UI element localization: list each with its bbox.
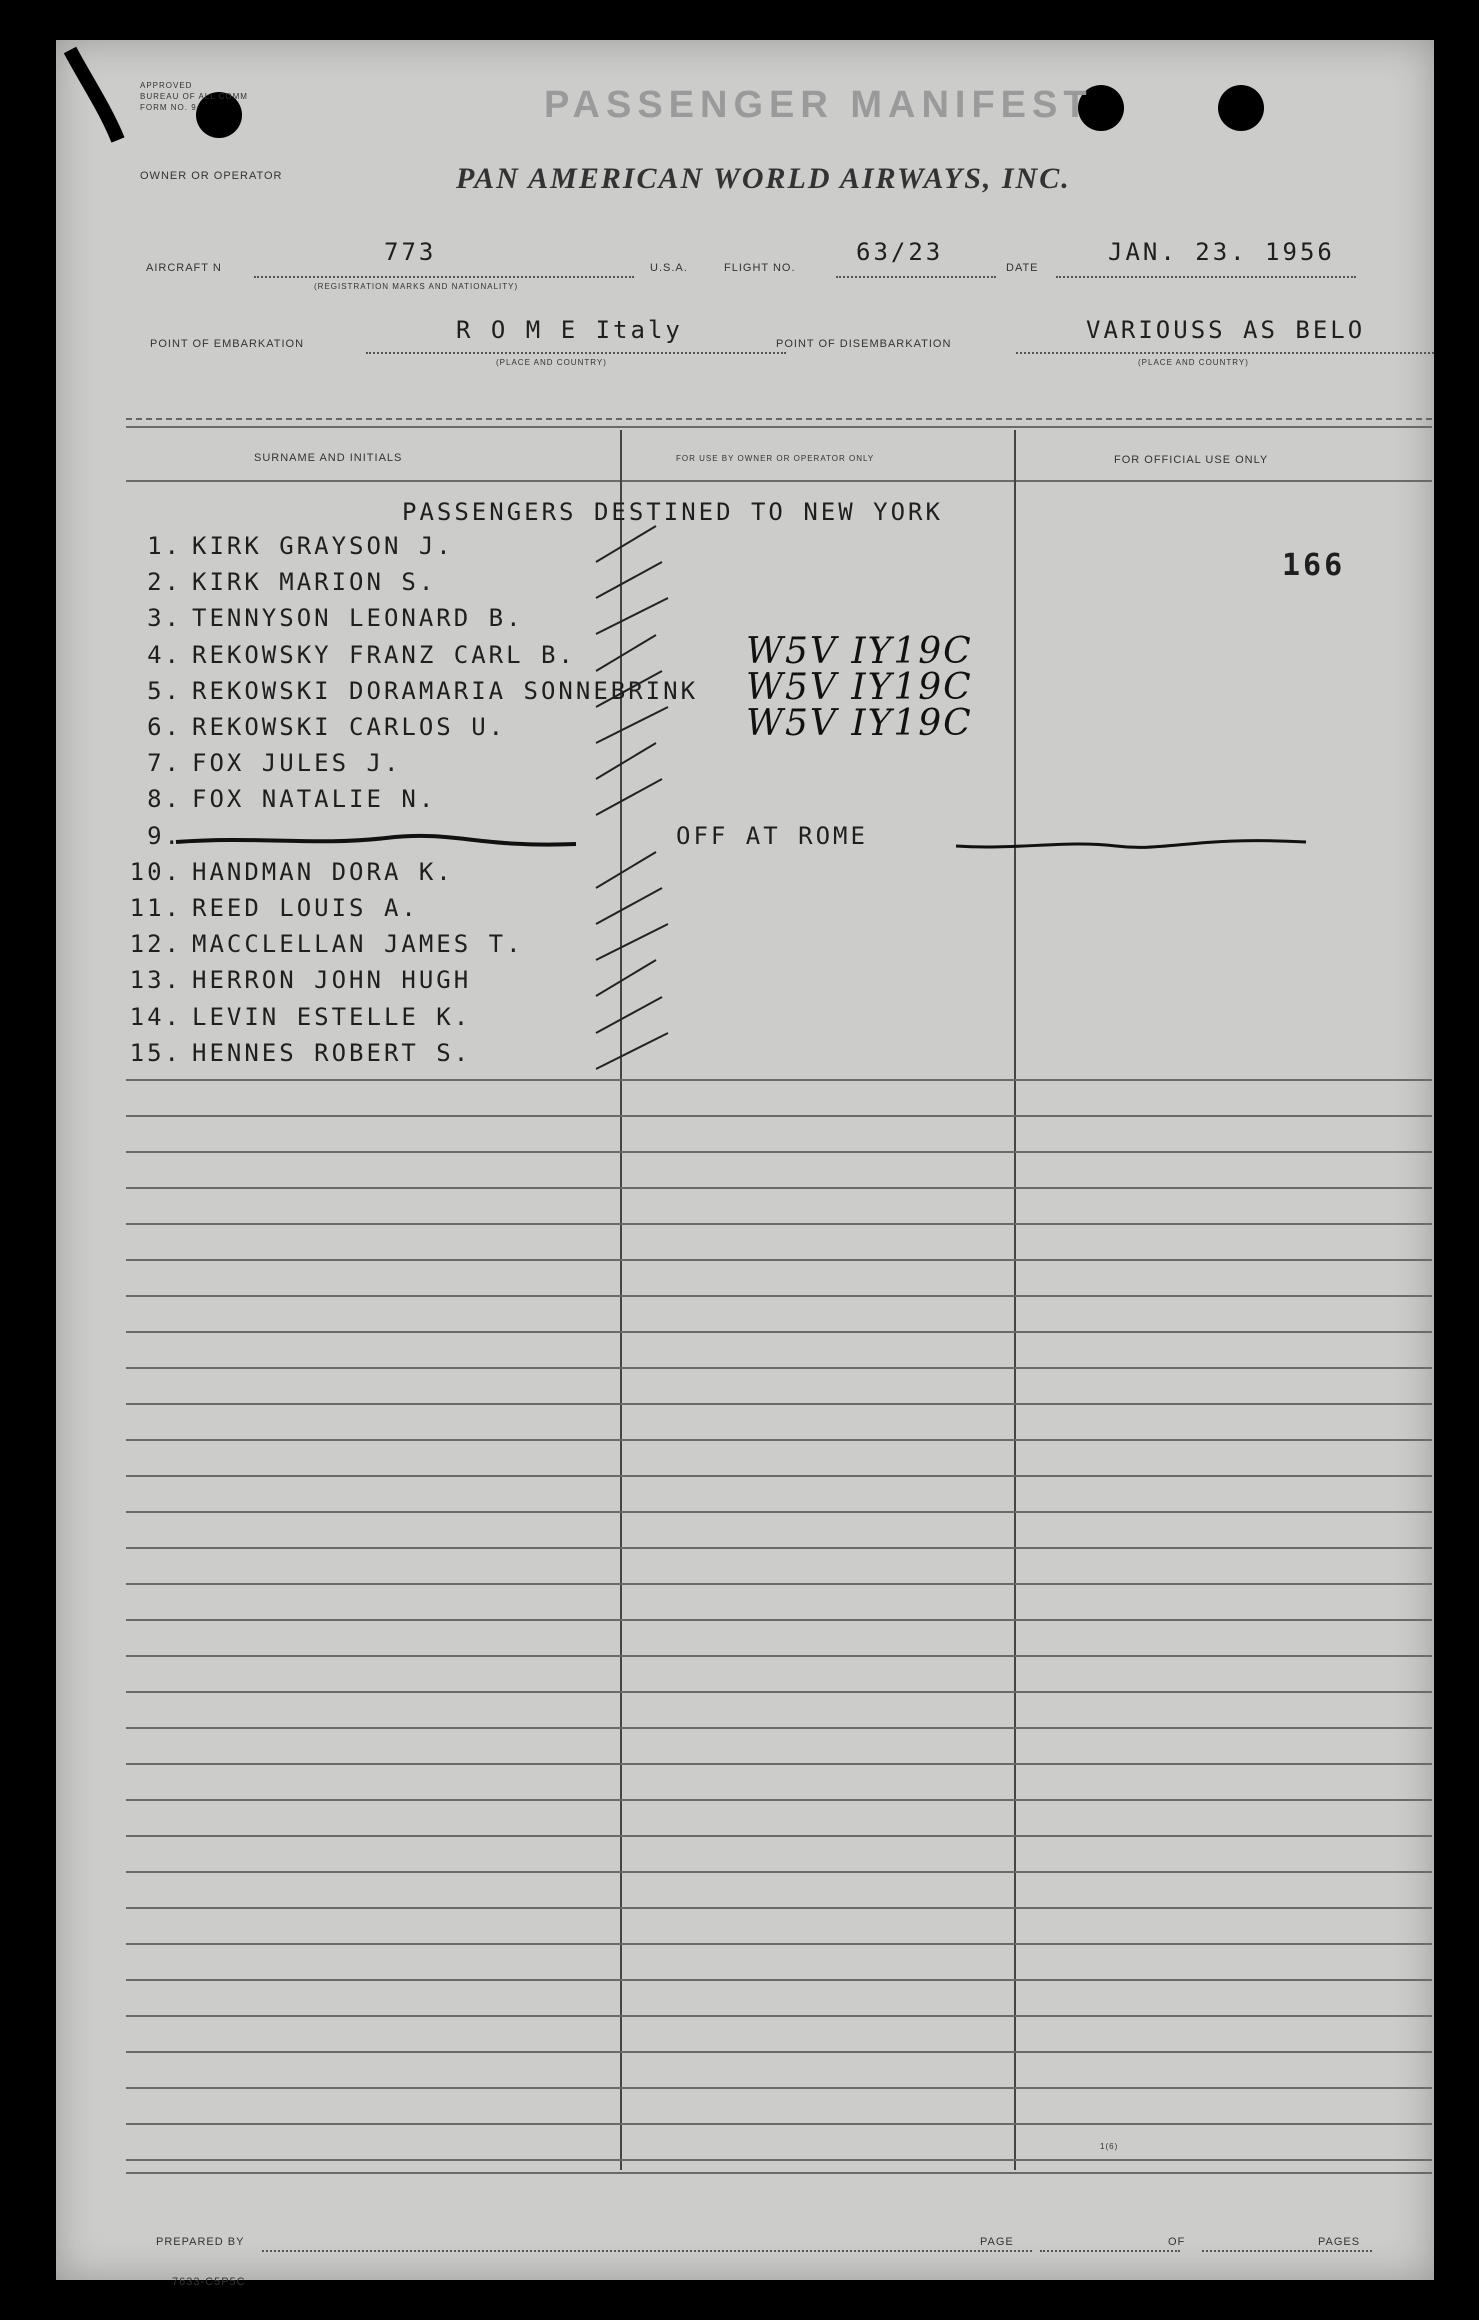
check-mark — [596, 562, 662, 598]
passenger-number: 11. — [129, 894, 182, 922]
passenger-name: TENNYSON LEONARD B. — [192, 604, 524, 632]
blank-rule — [126, 1403, 1432, 1405]
blank-rule — [126, 1691, 1432, 1693]
page-label: PAGE — [980, 2236, 1014, 2248]
column-header-operator: FOR USE BY OWNER OR OPERATOR ONLY — [676, 454, 875, 463]
check-mark — [596, 852, 656, 888]
check-mark — [596, 960, 656, 996]
passenger-name: KIRK MARION S. — [192, 568, 437, 596]
blank-rule — [126, 1331, 1432, 1333]
stamp-mark: 1(6) — [1100, 2142, 1119, 2151]
section-heading: PASSENGERS DESTINED TO NEW YORK — [402, 498, 943, 526]
stamp-line-1: APPROVED — [140, 81, 193, 90]
blank-rule — [126, 1619, 1432, 1621]
passenger-number: 10. — [129, 858, 182, 886]
passenger-number: 14. — [129, 1003, 182, 1031]
handwritten-note: W5V IY19C — [746, 667, 973, 708]
aircraft-value: 773 — [384, 238, 437, 266]
blank-rule — [126, 1583, 1432, 1585]
blank-rule — [126, 1367, 1432, 1369]
check-mark — [596, 526, 656, 562]
passenger-name: HERRON JOHN HUGH — [192, 966, 472, 994]
check-mark — [596, 888, 662, 924]
check-mark — [596, 635, 656, 671]
check-mark — [596, 743, 656, 779]
blank-rule — [126, 1799, 1432, 1801]
handwritten-note: W5V IY19C — [746, 703, 973, 744]
disembark-label: POINT OF DISEMBARKATION — [776, 338, 952, 350]
blank-rule — [126, 1259, 1432, 1261]
document-title: PASSENGER MANIFEST — [544, 84, 1093, 126]
blank-rule — [126, 1223, 1432, 1225]
passenger-name: LEVIN ESTELLE K. — [192, 1003, 472, 1031]
passenger-number: 1. — [147, 532, 182, 560]
flight-label: FLIGHT NO. — [724, 262, 796, 274]
usa-label: U.S.A. — [650, 262, 688, 274]
passenger-number: 6. — [147, 713, 182, 741]
passenger-name: REKOWSKI DORAMARIA SONNEBRINK — [192, 677, 699, 705]
check-mark — [596, 997, 662, 1033]
official-number: 166 — [1282, 548, 1346, 583]
passenger-number: 2. — [147, 568, 182, 596]
strike-line — [176, 836, 576, 845]
check-mark — [596, 598, 668, 634]
strike-line — [956, 841, 1306, 848]
check-mark — [596, 1033, 668, 1069]
blank-rule — [126, 1079, 1432, 1081]
stamp-line-2: BUREAU OF ALL COMM — [140, 92, 248, 101]
blank-rule — [126, 1655, 1432, 1657]
passenger-name: HANDMAN DORA K. — [192, 858, 454, 886]
check-mark — [596, 671, 662, 707]
passenger-name: HENNES ROBERT S. — [192, 1039, 472, 1067]
passenger-number: 5. — [147, 677, 182, 705]
passenger-number: 12. — [129, 930, 182, 958]
passenger-number: 8. — [147, 785, 182, 813]
column-header-official: FOR OFFICIAL USE ONLY — [1114, 454, 1269, 466]
passenger-number: 7. — [147, 749, 182, 777]
pages-label: PAGES — [1318, 2236, 1361, 2248]
embark-label: POINT OF EMBARKATION — [150, 338, 305, 350]
blank-rule — [126, 1295, 1432, 1297]
embark-sub: (PLACE AND COUNTRY) — [496, 358, 607, 367]
blank-rule — [126, 1439, 1432, 1441]
aircraft-label: AIRCRAFT N — [146, 262, 222, 274]
check-mark — [596, 707, 668, 743]
passenger-number: 13. — [129, 966, 182, 994]
blank-rule — [126, 1151, 1432, 1153]
blank-rule — [126, 1475, 1432, 1477]
blank-rule — [126, 1763, 1432, 1765]
blank-rule — [126, 1547, 1432, 1549]
passenger-name: MACCLELLAN JAMES T. — [192, 930, 524, 958]
date-label: DATE — [1006, 262, 1039, 274]
passenger-number: 3. — [147, 604, 182, 632]
flight-value: 63/23 — [856, 238, 944, 266]
column-header-names: SURNAME AND INITIALS — [254, 452, 403, 464]
blank-rule — [126, 1187, 1432, 1189]
check-mark — [596, 779, 662, 815]
blank-rule — [126, 1511, 1432, 1513]
aircraft-sub: (REGISTRATION MARKS AND NATIONALITY) — [314, 282, 519, 291]
stamp-line-3: FORM NO. 9- — [140, 103, 201, 112]
passenger-number: 4. — [147, 641, 182, 669]
blank-rule — [126, 2087, 1432, 2089]
handwritten-note: W5V IY19C — [746, 631, 973, 672]
passenger-name: REKOWSKY FRANZ CARL B. — [192, 641, 576, 669]
blank-rule — [126, 2015, 1432, 2017]
ink-smudge — [70, 50, 118, 140]
blank-rule — [126, 1907, 1432, 1909]
blank-rule — [126, 1979, 1432, 1981]
manifest-sheet — [56, 40, 1434, 2288]
blank-rule — [126, 2159, 1432, 2161]
blank-rule — [126, 1727, 1432, 1729]
blank-rule — [126, 1115, 1432, 1117]
blank-rule — [126, 2123, 1432, 2125]
check-mark — [596, 924, 668, 960]
prepared-label: PREPARED BY — [156, 2236, 245, 2248]
disembark-value: VARIOUSS AS BELO — [1086, 316, 1366, 344]
blank-rule — [126, 1871, 1432, 1873]
passenger-name: FOX NATALIE N. — [192, 785, 437, 813]
form-code: 7633-C5P5C — [172, 2276, 246, 2288]
passenger-number: 9. — [147, 822, 182, 850]
company-name: PAN AMERICAN WORLD AIRWAYS, INC. — [456, 162, 1071, 195]
embark-value: R O M E Italy — [456, 316, 683, 344]
date-value: JAN. 23. 1956 — [1108, 238, 1335, 266]
passenger-name: KIRK GRAYSON J. — [192, 532, 454, 560]
passenger-number: 15. — [129, 1039, 182, 1067]
passenger-name: REED LOUIS A. — [192, 894, 419, 922]
blank-rule — [126, 1835, 1432, 1837]
owner-label: OWNER OR OPERATOR — [140, 170, 283, 182]
passenger-name: REKOWSKI CARLOS U. — [192, 713, 507, 741]
of-label: OF — [1168, 2236, 1186, 2248]
passenger-name: FOX JULES J. — [192, 749, 402, 777]
blank-rule — [126, 1943, 1432, 1945]
disembark-sub: (PLACE AND COUNTRY) — [1138, 358, 1249, 367]
operator-note: OFF AT ROME — [676, 822, 868, 850]
blank-rule — [126, 2051, 1432, 2053]
